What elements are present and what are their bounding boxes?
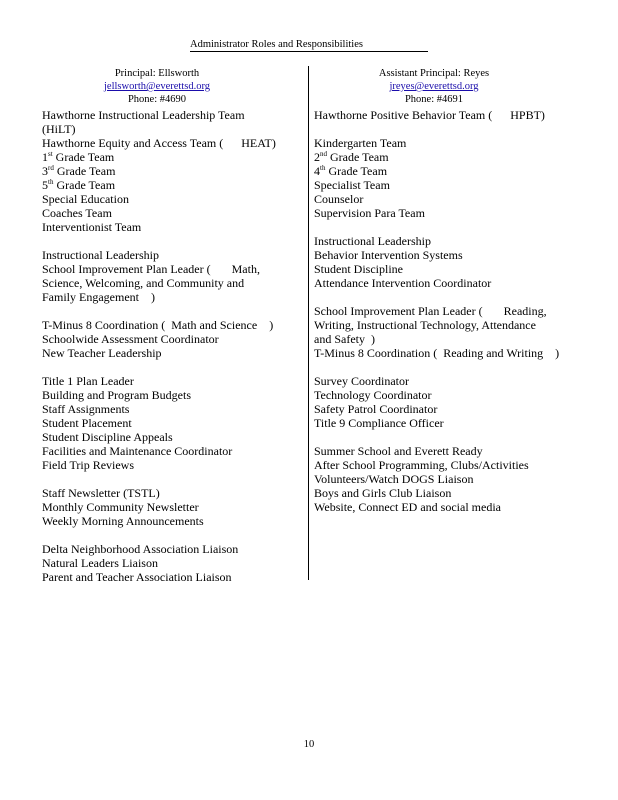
responsibility-item: (HiLT) — [42, 122, 76, 136]
responsibility-item: New Teacher Leadership — [42, 346, 162, 360]
responsibility-item: Specialist Team — [314, 178, 390, 192]
responsibility-item: Natural Leaders Liaison — [42, 556, 158, 570]
responsibility-item: Attendance Intervention Coordinator — [314, 276, 492, 290]
responsibility-item: Summer School and Everett Ready — [314, 444, 483, 458]
responsibility-item: Special Education — [42, 192, 129, 206]
responsibility-item: Staff Newsletter (TSTL) — [42, 486, 160, 500]
blank-line — [42, 528, 292, 542]
principal-header — [42, 67, 272, 106]
responsibility-item: Student Discipline — [314, 262, 403, 276]
responsibility-item: 5th Grade Team — [42, 178, 116, 192]
responsibility-item: Website, Connect ED and social media — [314, 500, 501, 514]
responsibility-item: Student Discipline Appeals — [42, 430, 173, 444]
principal-phone: Phone: #4690 — [127, 94, 187, 105]
responsibility-item: After School Programming, Clubs/Activities — [314, 458, 529, 472]
responsibility-item: Safety Patrol Coordinator — [314, 402, 438, 416]
responsibility-item: Facilities and Maintenance Coordinator — [42, 444, 233, 458]
responsibility-item: Writing, Instructional Technology, Attendance — [314, 318, 536, 332]
blank-line — [314, 360, 576, 374]
responsibility-item: Behavior Intervention Systems — [314, 248, 463, 262]
responsibility-item: T-Minus 8 Coordination ( Math and Science ) — [42, 318, 274, 332]
responsibility-item: Title 9 Compliance Officer — [314, 416, 444, 430]
responsibility-item: Instructional Leadership — [314, 234, 431, 248]
responsibility-item: Science, Welcoming, and Community and — [42, 276, 245, 290]
assistant-principal-email-link[interactable]: jreyes@everettsd.org — [389, 81, 479, 92]
responsibility-item: Monthly Community Newsletter — [42, 500, 199, 514]
responsibility-item: Hawthorne Positive Behavior Team ( HPBT) — [314, 108, 545, 122]
responsibility-item: Schoolwide Assessment Coordinator — [42, 332, 219, 346]
blank-line — [42, 472, 292, 486]
responsibility-item: Volunteers/Watch DOGS Liaison — [314, 472, 474, 486]
principal-email-link[interactable]: jellsworth@everettsd.org — [104, 81, 210, 92]
responsibility-item: Kindergarten Team — [314, 136, 407, 150]
responsibility-item: 2nd Grade Team — [314, 150, 389, 164]
responsibility-item: Student Placement — [42, 416, 132, 430]
blank-line — [42, 304, 292, 318]
responsibility-item: School Improvement Plan Leader ( Math, — [42, 262, 260, 276]
responsibility-item: and Safety ) — [314, 332, 375, 346]
responsibility-item: Coaches Team — [42, 206, 112, 220]
responsibility-item: School Improvement Plan Leader ( Reading, — [314, 304, 547, 318]
responsibility-item: Delta Neighborhood Association Liaison — [42, 542, 239, 556]
responsibility-item: 3rd Grade Team — [42, 164, 116, 178]
principal-responsibilities — [42, 108, 292, 584]
responsibility-item: Family Engagement ) — [42, 290, 155, 304]
column-divider — [308, 66, 309, 580]
responsibility-item: Parent and Teacher Association Liaison — [42, 570, 232, 584]
responsibility-item: Staff Assignments — [42, 402, 130, 416]
responsibility-item: Field Trip Reviews — [42, 458, 135, 472]
assistant-principal-phone: Phone: #4691 — [404, 94, 464, 105]
blank-line — [42, 360, 292, 374]
responsibility-item: 4th Grade Team — [314, 164, 388, 178]
blank-line — [42, 234, 292, 248]
responsibility-item: Building and Program Budgets — [42, 388, 191, 402]
assistant-principal-header — [314, 67, 554, 106]
assistant-principal-role: Assistant Principal: Reyes — [378, 68, 490, 79]
responsibility-item: Hawthorne Equity and Access Team ( HEAT) — [42, 136, 276, 150]
blank-line — [314, 122, 576, 136]
responsibility-item: Boys and Girls Club Liaison — [314, 486, 452, 500]
responsibility-item: 1st Grade Team — [42, 150, 115, 164]
blank-line — [314, 430, 576, 444]
responsibility-item: Title 1 Plan Leader — [42, 374, 134, 388]
responsibility-item: Interventionist Team — [42, 220, 142, 234]
responsibility-item: Instructional Leadership — [42, 248, 159, 262]
responsibility-item: Supervision Para Team — [314, 206, 425, 220]
principal-role: Principal: Ellsworth — [114, 68, 200, 79]
responsibility-item: T-Minus 8 Coordination ( Reading and Writing ) — [314, 346, 560, 360]
responsibility-item: Weekly Morning Announcements — [42, 514, 204, 528]
responsibility-item: Survey Coordinator — [314, 374, 409, 388]
document-title: Administrator Roles and Responsibilities — [190, 38, 428, 52]
assistant-principal-responsibilities — [314, 108, 576, 514]
blank-line — [314, 290, 576, 304]
responsibility-item: Hawthorne Instructional Leadership Team — [42, 108, 245, 122]
responsibility-item: Technology Coordinator — [314, 388, 432, 402]
blank-line — [314, 220, 576, 234]
page-number: 10 — [303, 739, 315, 750]
responsibility-item: Counselor — [314, 192, 364, 206]
